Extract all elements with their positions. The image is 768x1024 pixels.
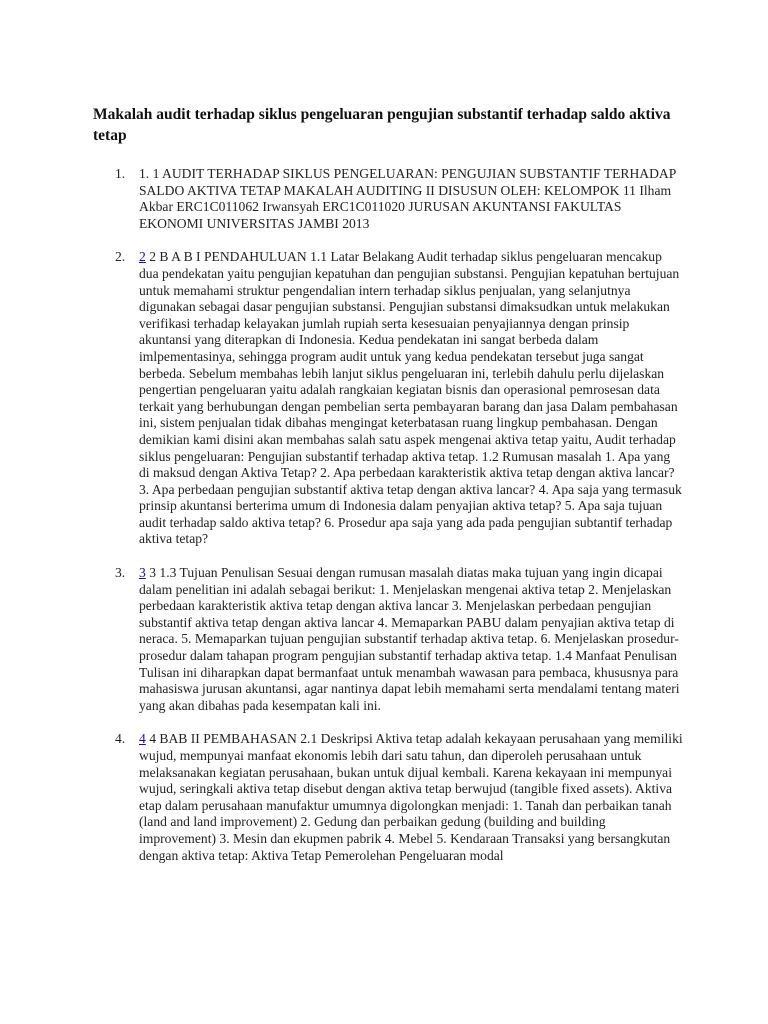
list-number: 3. (115, 565, 126, 581)
list-item-text: 4 BAB II PEMBAHASAN 2.1 Deskripsi Aktiva tetap adalah kekayaan perusahaan yang memiliki wujud, mempunyai manfaat ekonomis lebih dari satu tahun, dan diperoleh perusahaan untuk melaksanakan kegiatan perusahaan, bukan untuk dijual kembali. Karena kekayaan ini mempunyai wujud, seringkali aktiva tetap disebut dengan aktiva tetap berwujud (tangible fixed assets). Aktiva etap dalam perusahaan manufaktur umumnya digolongkan menjadi: 1. Tanah dan perbaikan tanah (land and land improvement) 2. Gedung dan perbaikan gedung (building and building improvement) 3. Mesin dan ekupmen pabrik 4. Mebel 5. Kendaraan Transaksi yang bersangkutan dengan aktiva tetap: Aktiva Tetap Pemerolehan Pengeluaran modal (139, 731, 683, 863)
list-number: 4. (115, 731, 126, 747)
page-3-link[interactable]: 3 (139, 565, 146, 581)
list-item-text: 3 1.3 Tujuan Penulisan Sesuai dengan rumusan masalah diatas maka tujuan yang ingin dicapai dalam penelitian ini adalah sebagai berikut: 1. Menjelaskan mengenai aktiva tetap 2. Menjelaskan perbedaan karakteristik aktiva tetap dengan aktiva lancar 3. Menjelaskan perbedaan pengujian substantif aktiva tetap dengan aktiva lancar 4. Memaparkan PABU dalam penyajian aktiva tetap di neraca. 5. Memaparkan tujuan pengujian substantif terhadap aktiva tetap. 6. Menjelaskan prosedur-prosedur dalam tahapan program pengujian substantif terhadap aktiva tetap. 1.4 Manfaat Penulisan Tulisan ini diharapkan dapat bermanfaat untuk menambah wawasan para pembaca, khususnya para mahasiswa jurusan akuntansi, agar nantinya dapat lebih memahami serta mendalami tentang materi yang akan dibahas pada kesempatan kali ini. (139, 565, 680, 713)
page-2-link[interactable]: 2 (139, 249, 146, 265)
list-item-page-4 (93, 731, 683, 864)
list-item-text: 1. 1 AUDIT TERHADAP SIKLUS PENGELUARAN: PENGUJIAN SUBSTANTIF TERHADAP SALDO AKTIVA TETAP MAKALAH AUDITING II DISUSUN OLEH: KELOMPOK 11 Ilham Akbar ERC1C011062 Irwansyah ERC1C011020 JURUSAN AKUNTANSI FAKULTAS EKONOMI UNIVERSITAS JAMBI 2013 (139, 166, 676, 231)
list-item-text: 2 B A B I PENDAHULUAN 1.1 Latar Belakang Audit terhadap siklus pengeluaran mencakup dua pendekatan yaitu pengujian kepatuhan dan pengujian substansi. Pengujian kepatuhan bertujuan untuk memahami struktur pengendalian intern terhadap siklus penjualan, yang selanjutnya digunakan sebagai dasar pengujian substansi. Pengujian substansi dimaksudkan untuk melakukan verifikasi terhadap kelayakan jumlah rupiah serta kesesuaian penyajiannya dengan prinsip akuntansi yang diterapkan di Indonesia. Kedua pendekatan ini sangat berbeda dalam imlpementasinya, sehingga program audit untuk yang kedua pendekatan tersebut juga sangat berbeda. Sebelum membahas lebih lanjut siklus pengeluaran ini, terlebih dahulu perlu dijelaskan pengertian pengeluaran yaitu adalah rangkaian kegiatan bisnis dan operasional pemrosesan data terkait yang berhubungan dengan pembelian serta pembayaran barang dan jasa Dalam pembahasan ini, sistem penjualan tidak dibahas mengingat keterbatasan ruang lingkup pembahasan. Dengan demikian kami disini akan membahas salah satu aspek mengenai aktiva tetap yaitu, Audit terhadap siklus pengeluaran: Pengujian substantif terhadap aktiva tetap. 1.2 Rumusan masalah 1. Apa yang di maksud dengan Aktiva Tetap? 2. Apa perbedaan karakteristik aktiva tetap dengan aktiva lancar? 3. Apa perbedaan pengujian substantif aktiva tetap dengan aktiva lancar? 4. Apa saja yang termasuk prinsip akuntansi berterima umum di Indonesia dalam penyajian aktiva tetap? 5. Apa saja tujuan audit terhadap saldo aktiva tetap? 6. Prosedur apa saja yang ada pada pengujian subtantif terhadap aktiva tetap? (139, 249, 682, 547)
document-page (93, 104, 683, 881)
list-item-page-1 (93, 166, 683, 232)
page-list (93, 166, 683, 864)
list-item-page-2 (93, 249, 683, 548)
list-number: 1. (115, 166, 126, 181)
list-item-page-3 (93, 565, 683, 714)
list-number: 2. (115, 249, 126, 265)
page-4-link[interactable]: 4 (139, 731, 146, 747)
document-title: Makalah audit terhadap siklus pengeluaran pengujian substantif terhadap saldo aktiva tetap (93, 106, 671, 144)
